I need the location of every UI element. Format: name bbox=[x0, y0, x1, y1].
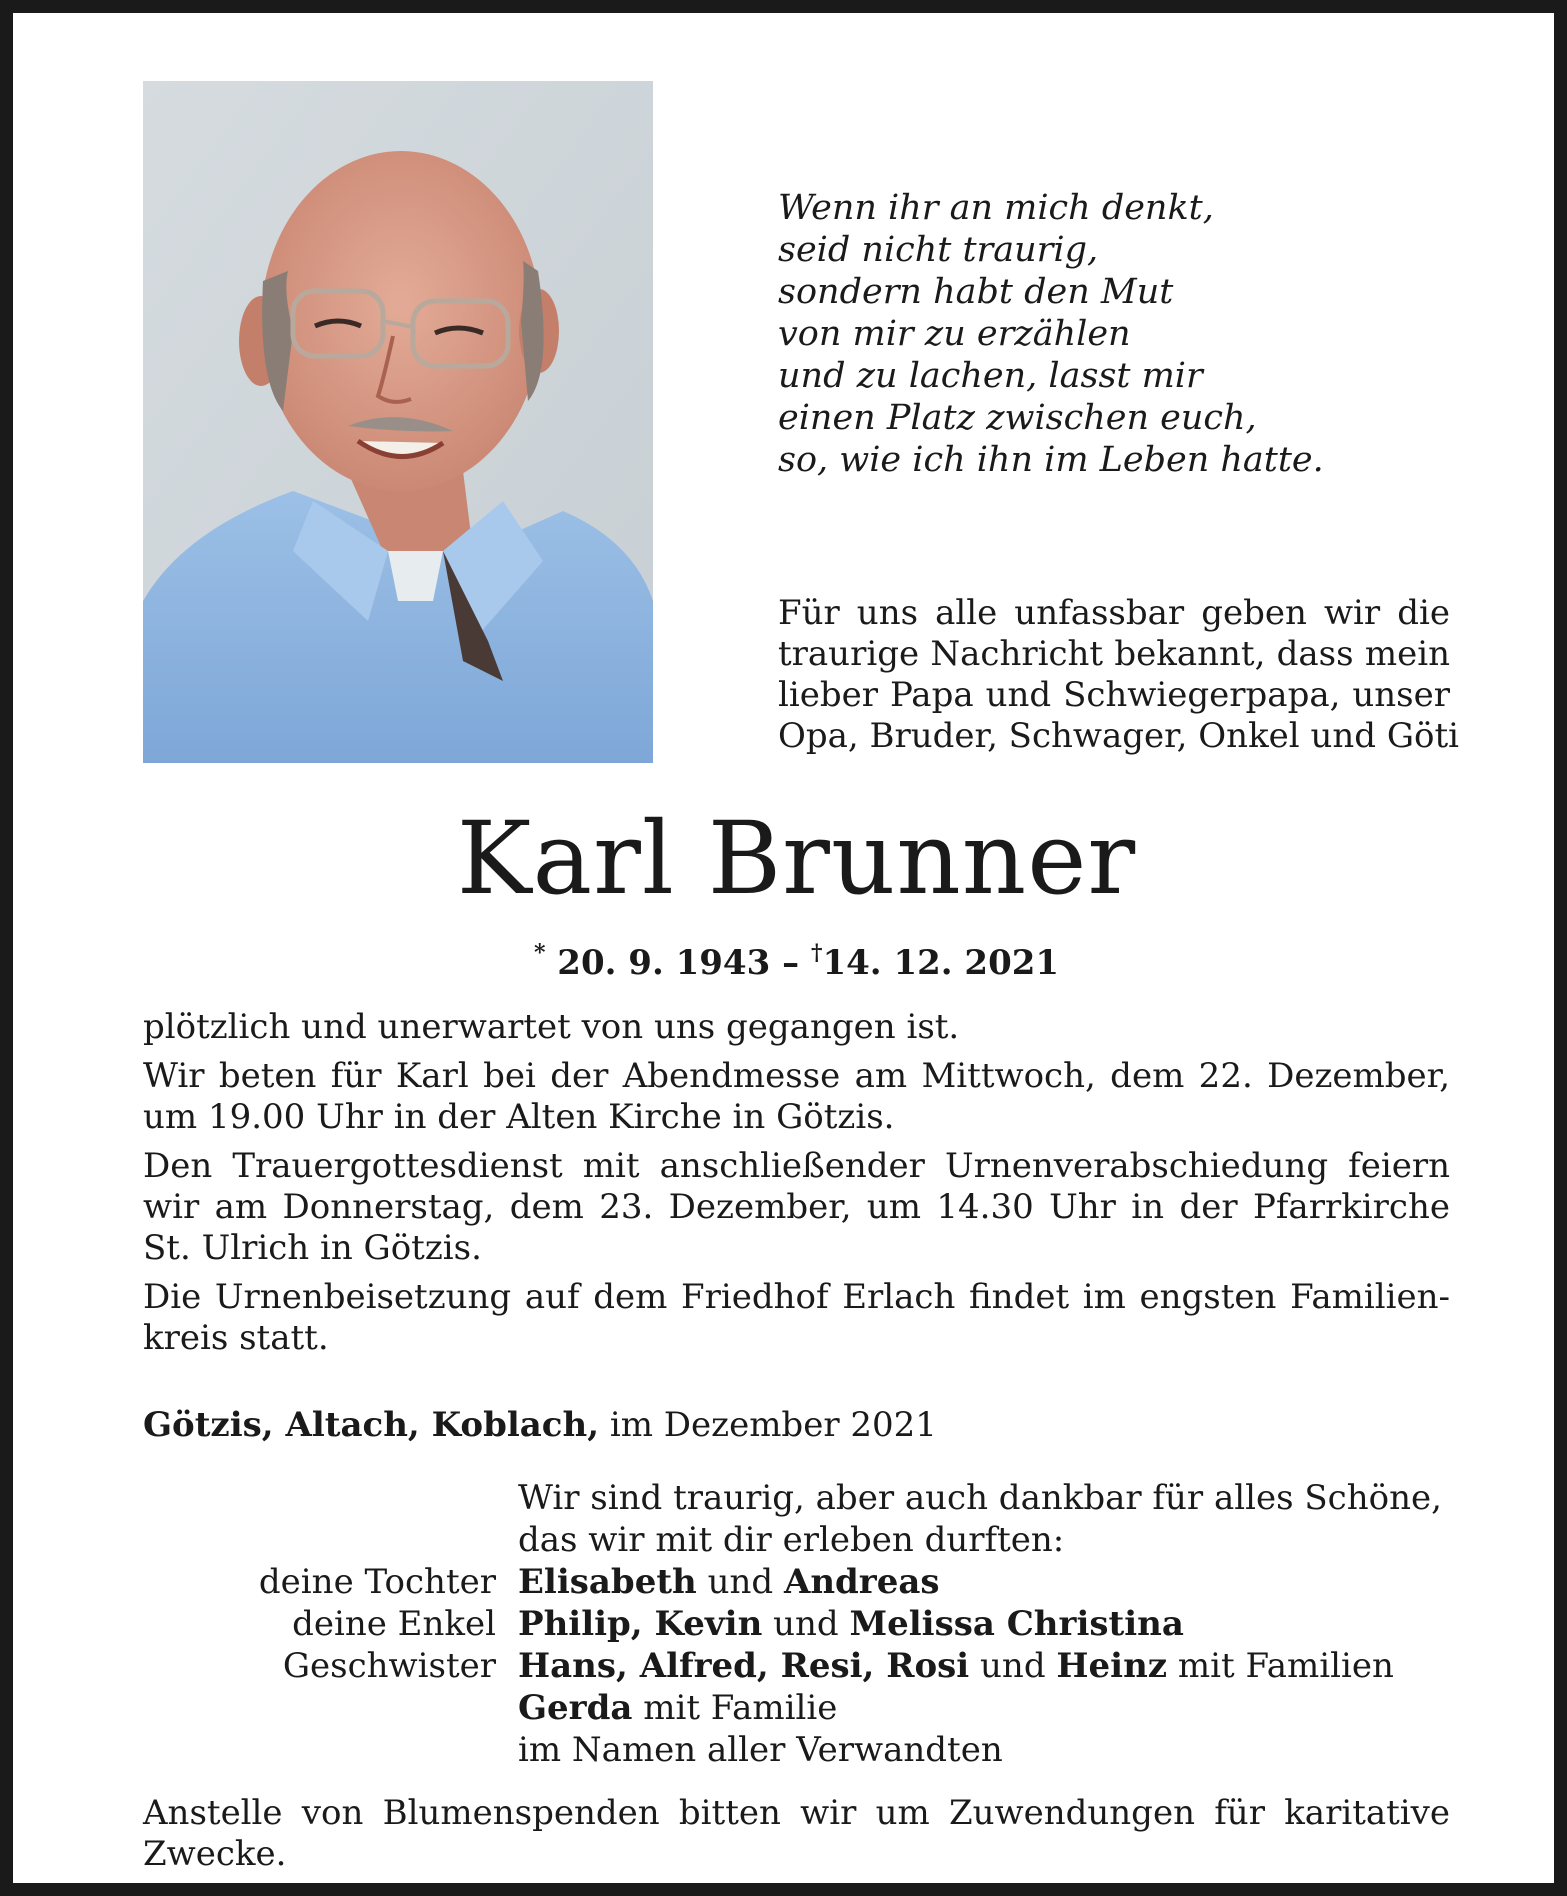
life-dates bbox=[143, 931, 1450, 985]
poem-line: seid nicht traurig, bbox=[778, 230, 1099, 270]
gratitude-line: Wir sind traurig, aber auch dankbar für alles Schöne, bbox=[518, 1478, 1442, 1518]
poem-line: sondern habt den Mut bbox=[778, 272, 1174, 312]
family-names: Elisabeth bbox=[518, 1562, 697, 1602]
family-names: Gerda bbox=[518, 1688, 633, 1728]
announcement-intro bbox=[778, 593, 1460, 757]
poem-line: so, wie ich ihn im Leben hatte. bbox=[778, 440, 1324, 480]
family-signature bbox=[143, 1477, 1450, 1771]
death-date: 14. 12. 2021 bbox=[822, 943, 1060, 983]
intro-line: lieber Papa und Schwiegerpapa, unser bbox=[778, 675, 1450, 715]
place-and-date bbox=[143, 1405, 937, 1446]
conjunction: und bbox=[773, 1604, 839, 1644]
family-suffix: mit Familien bbox=[1177, 1646, 1394, 1686]
poem-line: von mir zu erzählen bbox=[778, 314, 1131, 354]
closing-line: Anstelle von Blumenspenden bitten wir um Zuwendungen für karitative bbox=[143, 1793, 1450, 1833]
deceased-name: Karl Brunner bbox=[456, 800, 1137, 917]
death-symbol: † bbox=[810, 940, 823, 966]
family-names: Hans, Alfred, Resi, Rosi bbox=[518, 1646, 970, 1686]
conjunction: und bbox=[980, 1646, 1046, 1686]
gratitude-line: das wir mit dir erleben durften: bbox=[518, 1520, 1065, 1560]
month-year: im Dezember 2021 bbox=[609, 1405, 937, 1445]
family-names: Andreas bbox=[783, 1562, 940, 1602]
poem-line: und zu lachen, lasst mir bbox=[778, 356, 1203, 396]
intro-line: Für uns alle unfassbar geben wir die bbox=[778, 593, 1450, 633]
intro-line: traurige Nachricht bekannt, dass mein bbox=[778, 634, 1450, 674]
date-dash: – bbox=[782, 943, 800, 983]
portrait-photo bbox=[143, 81, 653, 763]
towns: Götzis, Altach, Koblach, bbox=[143, 1405, 600, 1445]
family-row bbox=[143, 1687, 1450, 1729]
announcement-body bbox=[143, 1007, 1450, 1367]
birth-symbol: * bbox=[533, 940, 546, 966]
family-row bbox=[143, 1603, 1450, 1645]
body-paragraph: plötzlich und unerwartet von uns gegangen ist. bbox=[143, 1007, 960, 1047]
portrait-illustration bbox=[143, 81, 653, 763]
family-row bbox=[143, 1645, 1450, 1687]
relation-label: deine Tochter bbox=[258, 1562, 496, 1602]
family-names: Heinz bbox=[1056, 1646, 1168, 1686]
conjunction: und bbox=[707, 1562, 774, 1602]
closing-line: Zwecke. bbox=[143, 1834, 287, 1874]
body-paragraph: Den Trauergottesdienst mit anschließender Urnenverabschiedung feiern wir am Donnerstag, dem 23. Dezember, um 14.30 Uhr in der Pfarrkirche St. Ulrich in Götzis. bbox=[143, 1146, 1450, 1268]
poem bbox=[778, 187, 1478, 481]
family-suffix: mit Familie bbox=[643, 1688, 838, 1728]
intro-line: Opa, Bruder, Schwager, Onkel und Göti bbox=[778, 716, 1460, 756]
donation-note bbox=[143, 1793, 1450, 1875]
relatives-line: im Namen aller Verwandten bbox=[518, 1730, 1003, 1770]
relation-label: Geschwister bbox=[282, 1646, 496, 1686]
family-names: Philip, Kevin bbox=[518, 1604, 763, 1644]
family-names: Melissa Christina bbox=[849, 1604, 1184, 1644]
body-paragraph: Wir beten für Karl bei der Abendmesse am Mittwoch, dem 22. Dezember, um 19.00 Uhr in der Alten Kirche in Götzis. bbox=[143, 1056, 1450, 1137]
family-row bbox=[143, 1561, 1450, 1603]
body-paragraph: Die Urnenbeisetzung auf dem Friedhof Erlach findet im engsten Familien-kreis statt. bbox=[143, 1277, 1450, 1358]
poem-line: einen Platz zwischen euch, bbox=[778, 398, 1257, 438]
birth-date: 20. 9. 1943 bbox=[557, 943, 771, 983]
poem-line: Wenn ihr an mich denkt, bbox=[778, 188, 1214, 228]
relation-label: deine Enkel bbox=[292, 1604, 496, 1644]
